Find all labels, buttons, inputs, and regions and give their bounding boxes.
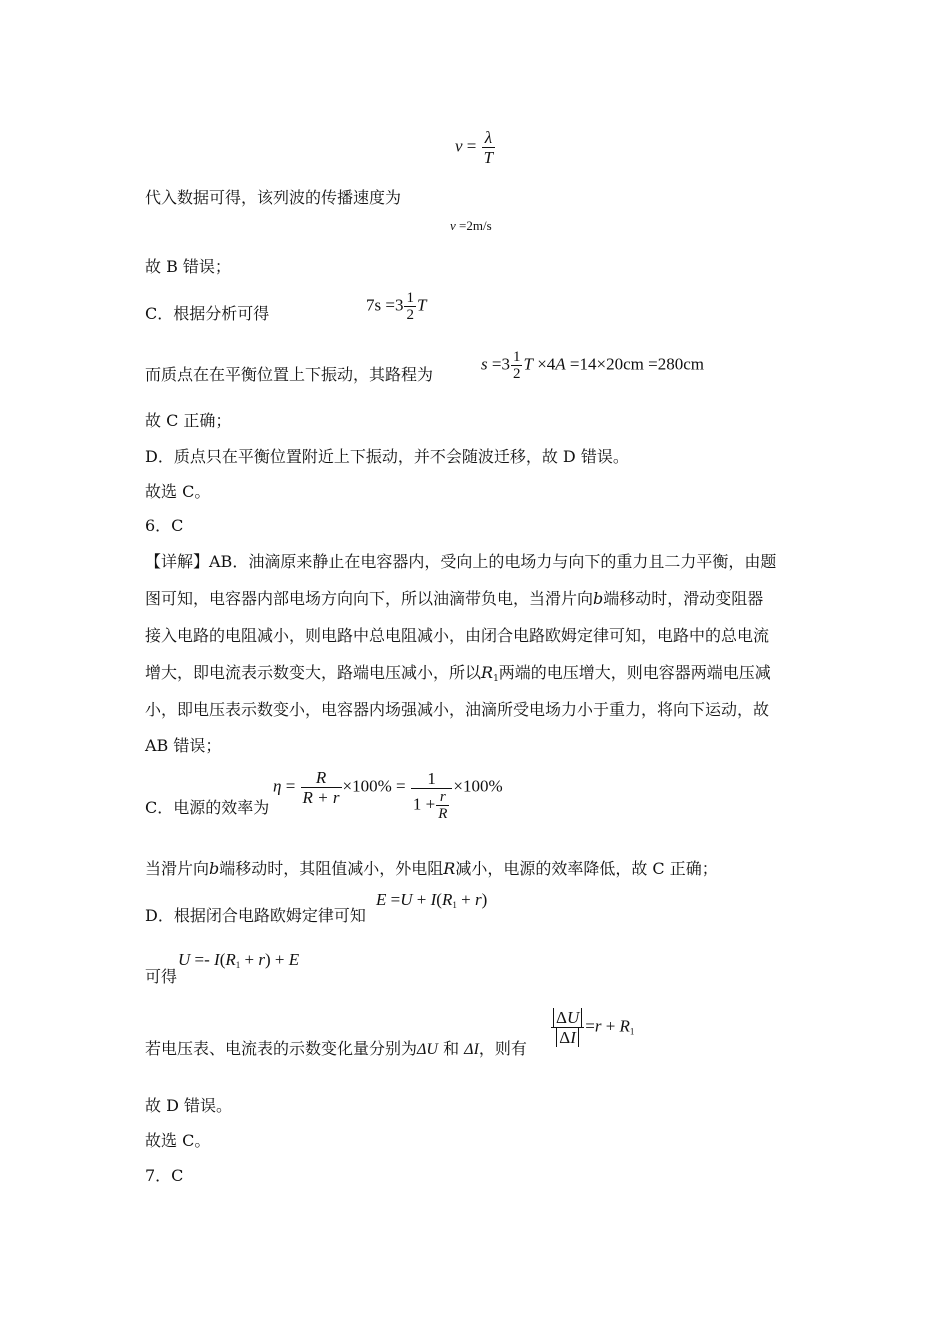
text-line: 当滑片向b端移动时，其阻值减小，外电阻R减小，电源的效率降低，故 C 正确； <box>145 859 718 878</box>
formula-efficiency: η = $\frac{R}{R + r}$ ×100% = 1 1 + $\frac{r}{R}$ ×100% <box>273 768 503 822</box>
text-line: 小，即电压表示数变小，电容器内场强减小，油滴所受电场力小于重力，将向下运动，故 <box>145 700 770 719</box>
question-number: 7．C <box>145 1166 184 1185</box>
text-line: D．根据闭合电路欧姆定律可知 <box>145 906 366 925</box>
text-line: 故选 C。 <box>145 482 211 501</box>
text-line: 增大，即电流表示数变大，路端电压减小，所以$R_1$两端的电压增大，则电容器两端电压减 <box>145 663 771 684</box>
fraction-one-half: $\frac{1}{2}$ <box>406 290 414 323</box>
fraction-dU-over-dI: $\frac{\Delta U}{\Delta I}$ <box>551 1008 584 1047</box>
fraction-one-over-one-plus-r-over-R: 1 1 + $\frac{r}{R}$ <box>411 769 453 822</box>
text-line: 故 C 正确； <box>145 411 232 430</box>
fraction-lambda-over-T: $\frac{\lambda}{T}$ <box>483 128 494 167</box>
text-line: C．根据分析可得 <box>145 304 270 323</box>
formula-closed-circuit-ohm: $E =U + I(R_1 + r)$ <box>376 890 488 910</box>
formula-terminal-voltage: $U =- I(R_1 + r) + E$ <box>178 950 300 970</box>
fraction-r-over-R: $\frac{r}{R}$ <box>438 789 448 822</box>
text-line: 故选 C。 <box>145 1131 211 1150</box>
text-line: 【详解】AB．油滴原来静止在电容器内，受向上的电场力与向下的重力且二力平衡，由题 <box>145 552 777 571</box>
text-line: C．电源的效率为 <box>145 798 270 817</box>
text-line: 而质点在在平衡位置上下振动，其路程为 <box>145 365 434 384</box>
text-line: AB 错误； <box>145 736 222 755</box>
formula-wave-speed-value: v =2m/s <box>450 218 492 233</box>
text-line: 故 B 错误； <box>145 257 231 276</box>
text-line: D．质点只在平衡位置附近上下振动，并不会随波迁移，故 D 错误。 <box>145 447 629 466</box>
formula-wave-speed-definition: v = $\frac{\lambda}{T}$ <box>455 128 494 167</box>
formula-seven-seconds: 7s =3 $\frac{1}{2}$ T <box>366 290 427 323</box>
fraction-R-over-R-plus-r: $\frac{R}{R + r}$ <box>302 768 340 807</box>
text-line: 故 D 错误。 <box>145 1096 233 1115</box>
text-line: 若电压表、电流表的示数变化量分别为ΔU 和 ΔI，则有 <box>145 1039 527 1058</box>
text-line: 接入电路的电阻减小，则电路中总电阻减小，由闭合电路欧姆定律可知，电路中的总电流 <box>145 626 770 645</box>
fraction-one-half: $\frac{1}{2}$ <box>512 349 521 382</box>
formula-delta-ratio: $\frac{\Delta U}{\Delta I}$ $=r + R_1$ <box>550 1008 634 1047</box>
text-line: 代入数据可得，该列波的传播速度为 <box>145 188 402 207</box>
question-number: 6．C <box>145 516 184 535</box>
formula-path-length: s =3 $\frac{1}{2}$ T ×4A =14×20cm =280cm <box>481 349 704 382</box>
text-line: 图可知，电容器内部电场方向向下，所以油滴带负电，当滑片向b端移动时，滑动变阻器 <box>145 589 764 608</box>
text-line: 可得 <box>145 967 178 986</box>
